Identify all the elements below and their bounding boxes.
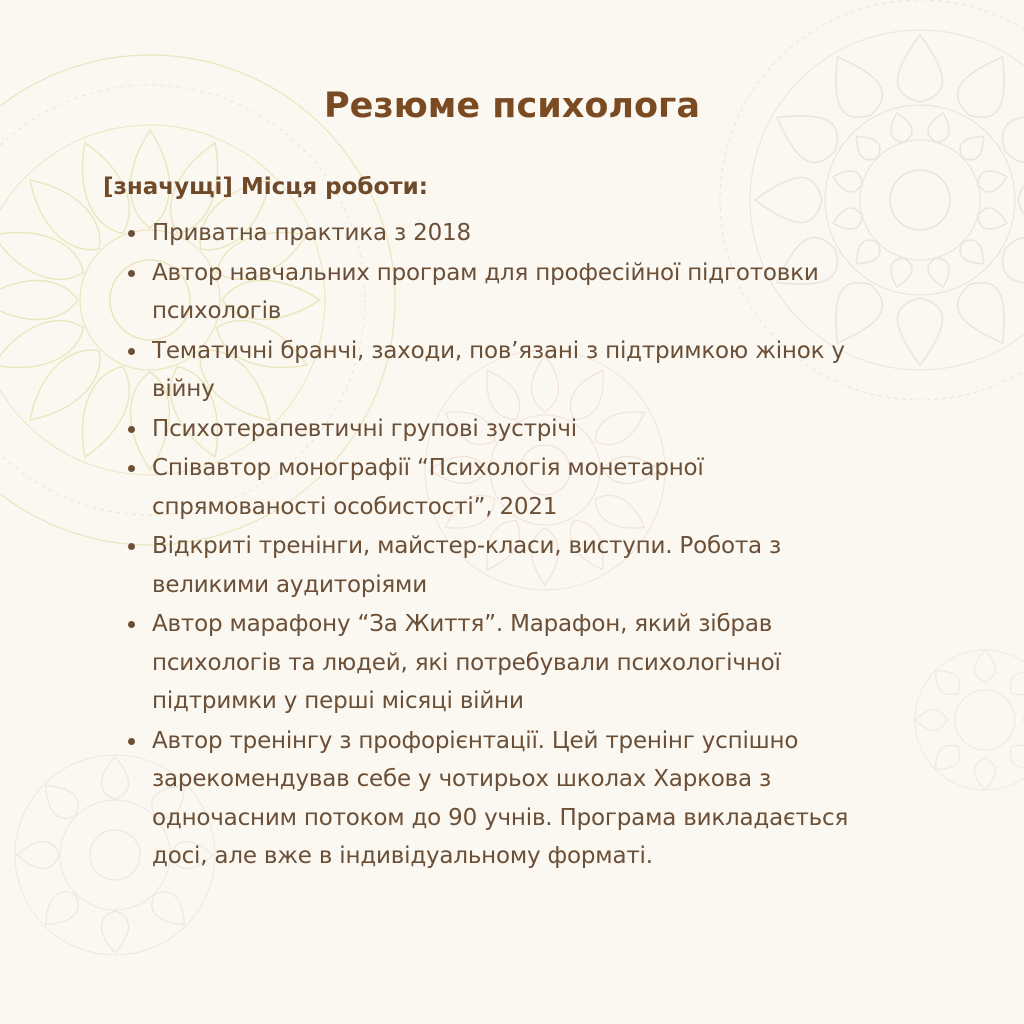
list-item: Приватна практика з 2018 xyxy=(103,214,863,253)
list-item: Автор навчальних програм для професійної підготовки психологів xyxy=(103,254,863,331)
section-heading: [значущі] Місця роботи: xyxy=(103,174,428,200)
page-title: Резюме психолога xyxy=(324,86,700,126)
mandala-bottom-right xyxy=(915,650,1024,790)
work-places-list xyxy=(103,214,863,877)
list-item: Автор марафону “За Життя”. Марафон, який зібрав психологів та людей, які потребували психологічної підтримки у перші місяці війни xyxy=(103,605,863,721)
list-item: Автор тренінгу з профорієнтації. Цей тренінг успішно зарекомендував себе у чотирьох школах Харкова з одночасним потоком до 90 учнів. Програма викладається досі, але вже в індивідуальному форматі. xyxy=(103,722,863,876)
list-item: Відкриті тренінги, майстер-класи, виступи. Робота з великими аудиторіями xyxy=(103,527,863,604)
list-item: Співавтор монографії “Психологія монетарної спрямованості особистості”, 2021 xyxy=(103,449,863,526)
list-item: Тематичні бранчі, заходи, пов’язані з підтримкою жінок у війну xyxy=(103,332,863,409)
list-item: Психотерапевтичні групові зустрічі xyxy=(103,410,863,449)
